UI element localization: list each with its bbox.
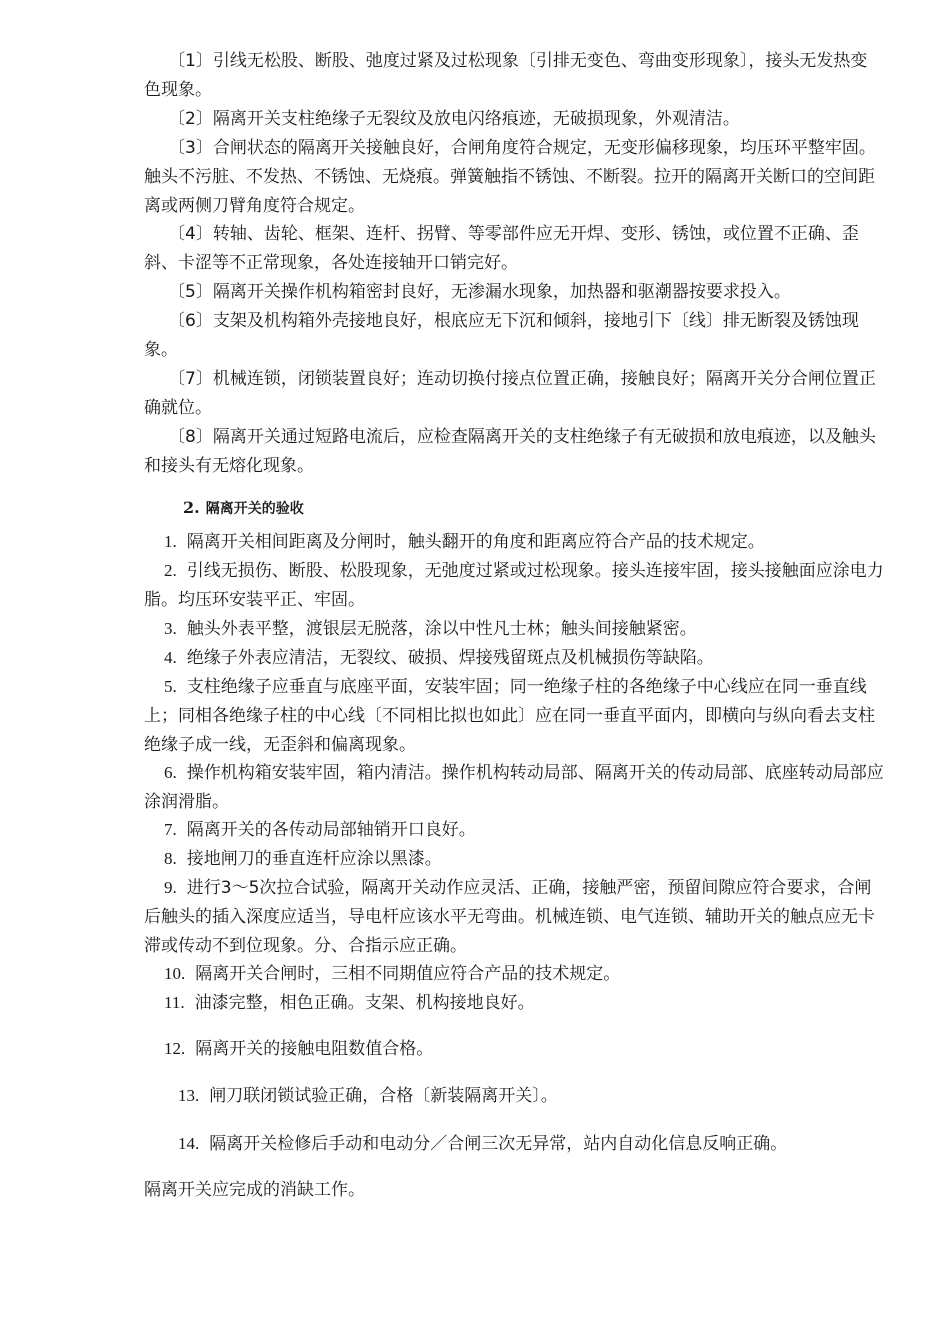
paragraph-6: 〔6〕支架及机构箱外壳接地良好，根底应无下沉和倾斜，接地引下〔线〕排无断裂及锈蚀现象。 bbox=[144, 311, 859, 360]
list-item bbox=[144, 672, 884, 760]
item-number: 3. bbox=[164, 619, 177, 638]
item-number: 2. bbox=[164, 561, 177, 580]
list-item bbox=[144, 614, 884, 644]
paragraph-4: 〔4〕转轴、齿轮、框架、连杆、拐臂、等零部件应无开焊、变形、锈蚀，或位置不正确、歪斜、卡涩等不正常现象，各处连接轴开口销完好。 bbox=[144, 224, 859, 273]
item-text: 支柱绝缘子应垂直与底座平面，安装牢固；同一绝缘子柱的各绝缘子中心线应在同一垂直线上；同相各绝缘子柱的中心线〔不同相比拟也如此〕应在同一垂直平面内，即横向与纵向看去支柱绝缘子成一线，无歪斜和偏离现象。 bbox=[144, 677, 875, 755]
paragraph-5: 〔5〕隔离开关操作机构箱密封良好，无渗漏水现象，加热器和驱潮器按要求投入。 bbox=[168, 282, 791, 302]
list-item bbox=[144, 844, 884, 874]
list-item bbox=[144, 758, 884, 817]
item-number: 9. bbox=[164, 878, 177, 897]
list-item bbox=[144, 873, 884, 961]
item-number: 1. bbox=[164, 532, 177, 551]
item-number: 6. bbox=[164, 763, 177, 782]
item-text: 引线无损伤、断股、松股现象，无弛度过紧或过松现象。接头连接牢固，接头接触面应涂电力脂。均压环安装平正、牢固。 bbox=[144, 561, 884, 610]
item-text: 操作机构箱安装牢固，箱内清洁。操作机构转动局部、隔离开关的传动局部、底座转动局部应涂润滑脂。 bbox=[144, 763, 884, 812]
item-number: 14. bbox=[178, 1134, 200, 1153]
item-text: 进行3～5次拉合试验，隔离开关动作应灵活、正确，接触严密，预留间隙应符合要求，合闸后触头的插入深度应适当，导电杆应该水平无弯曲。机械连锁、电气连锁、辅助开关的触点应无卡滞或传动不到位现象。分、合指示应正确。 bbox=[144, 878, 875, 956]
item-number: 13. bbox=[178, 1086, 200, 1105]
item-text: 闸刀联闭锁试验正确，合格〔新装隔离开关〕。 bbox=[209, 1086, 558, 1106]
closing-line: 隔离开关应完成的消缺工作。 bbox=[144, 1180, 365, 1200]
list-item bbox=[144, 1129, 884, 1159]
list-item bbox=[144, 988, 884, 1018]
list-item bbox=[144, 556, 884, 615]
item-text: 隔离开关检修后手动和电动分／合闸三次无异常，站内自动化信息反响正确。 bbox=[209, 1134, 788, 1154]
item-text: 触头外表平整，渡银层无脱落，涂以中性凡士林；触头间接触紧密。 bbox=[186, 619, 697, 639]
section-heading bbox=[183, 497, 304, 520]
item-text: 隔离开关相间距离及分闸时，触头翻开的角度和距离应符合产品的技术规定。 bbox=[186, 532, 765, 552]
item-text: 隔离开关合闸时，三相不同期值应符合产品的技术规定。 bbox=[195, 964, 621, 984]
item-text: 绝缘子外表应清洁，无裂纹、破损、焊接残留斑点及机械损伤等缺陷。 bbox=[186, 648, 714, 668]
paragraph-2: 〔2〕隔离开关支柱绝缘子无裂纹及放电闪络痕迹，无破损现象，外观清洁。 bbox=[168, 109, 740, 129]
paragraph-8: 〔8〕隔离开关通过短路电流后，应检查隔离开关的支柱绝缘子有无破损和放电痕迹，以及触头和接头有无熔化现象。 bbox=[144, 427, 876, 476]
item-text: 隔离开关的接触电阻数值合格。 bbox=[195, 1039, 434, 1059]
list-item bbox=[144, 643, 884, 673]
item-number: 7. bbox=[164, 820, 177, 839]
list-item bbox=[144, 815, 884, 845]
item-number: 12. bbox=[164, 1039, 186, 1058]
item-number: 8. bbox=[164, 849, 177, 868]
list-item bbox=[144, 527, 884, 557]
item-number: 5. bbox=[164, 677, 177, 696]
item-number: 11. bbox=[164, 993, 185, 1012]
item-text: 接地闸刀的垂直连杆应涂以黑漆。 bbox=[186, 849, 442, 869]
item-text: 油漆完整，相色正确。支架、机构接地良好。 bbox=[194, 993, 535, 1013]
list-item bbox=[144, 1034, 884, 1064]
item-number: 10. bbox=[164, 964, 186, 983]
paragraph-1: 〔1〕引线无松股、断股、弛度过紧及过松现象〔引排无变色、弯曲变形现象〕，接头无发热变色现象。 bbox=[144, 51, 868, 100]
section-title: 隔离开关的验收 bbox=[205, 501, 304, 517]
paragraph-3: 〔3〕合闸状态的隔离开关接触良好，合闸角度符合规定，无变形偏移现象，均压环平整牢固。触头不污脏、不发热、不锈蚀、无烧痕。弹簧触指不锈蚀、不断裂。拉开的隔离开关断口的空间距离或两侧刀臂角度符合规定。 bbox=[144, 138, 876, 216]
list-item bbox=[144, 1081, 884, 1111]
section-number: 2. bbox=[183, 498, 200, 517]
list-item bbox=[144, 959, 884, 989]
item-number: 4. bbox=[164, 648, 177, 667]
paragraph-7: 〔7〕机械连锁，闭锁装置良好；连动切换付接点位置正确，接触良好；隔离开关分合闸位置正确就位。 bbox=[144, 369, 876, 418]
item-text: 隔离开关的各传动局部轴销开口良好。 bbox=[186, 820, 476, 840]
